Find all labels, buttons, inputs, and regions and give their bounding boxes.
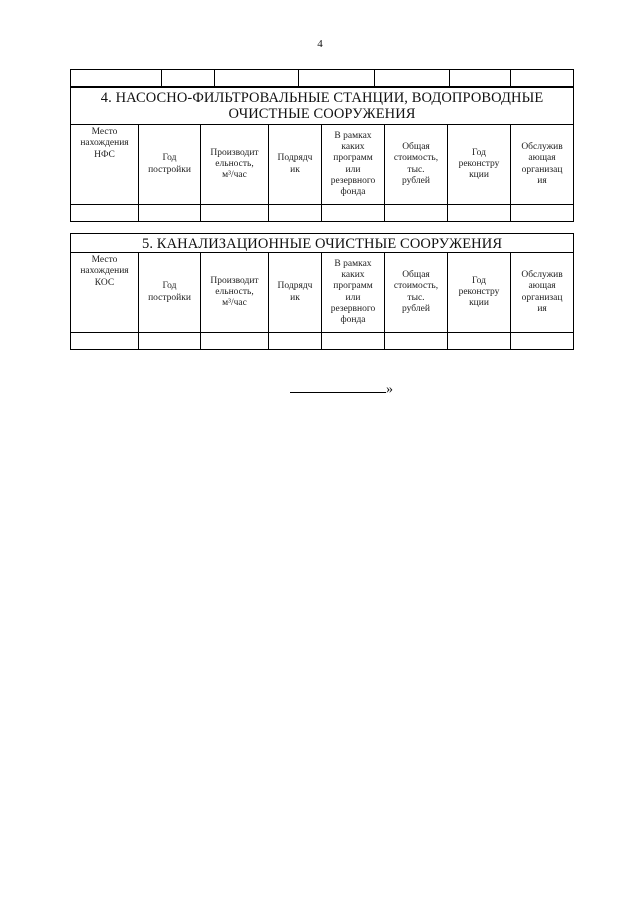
column-header: В рамках каких программ или резервного фонда — [322, 253, 385, 333]
header-row — [71, 125, 574, 205]
table-cell[interactable] — [71, 70, 162, 88]
table-cell[interactable] — [375, 70, 450, 88]
column-header: Обслужив ающая организац ия — [511, 253, 574, 333]
table-row — [71, 205, 574, 222]
table-cell[interactable] — [201, 205, 269, 222]
table-cell[interactable] — [450, 70, 511, 88]
signature-underline — [290, 380, 386, 393]
table-cell[interactable] — [269, 333, 322, 350]
table-cell[interactable] — [162, 70, 215, 88]
table-cell[interactable] — [299, 70, 375, 88]
section-5-table — [70, 233, 574, 350]
table-cell[interactable] — [385, 205, 448, 222]
section-4-title: 4. НАСОСНО-ФИЛЬТРОВАЛЬНЫЕ СТАНЦИИ, ВОДОПРОВОДНЫЕ ОЧИСТНЫЕ СООРУЖЕНИЯ — [71, 87, 574, 125]
table-cell[interactable] — [71, 333, 139, 350]
section-5-title: 5. КАНАЛИЗАЦИОННЫЕ ОЧИСТНЫЕ СООРУЖЕНИЯ — [71, 234, 574, 253]
column-header: Подрядч ик — [269, 253, 322, 333]
column-header: Обслужив ающая организац ия — [511, 125, 574, 205]
table-cell[interactable] — [201, 333, 269, 350]
table-cell[interactable] — [448, 205, 511, 222]
table-cell[interactable] — [139, 205, 201, 222]
section-4-table — [70, 86, 574, 222]
table-cell[interactable] — [385, 333, 448, 350]
column-header: Общая стоимость, тыс. рублей — [385, 253, 448, 333]
table-cell[interactable] — [71, 205, 139, 222]
closing-quote-mark: » — [386, 382, 393, 397]
column-header: Место нахождения КОС — [71, 253, 139, 333]
table-cell[interactable] — [322, 333, 385, 350]
column-header: Подрядч ик — [269, 125, 322, 205]
column-header: Год реконстру кции — [448, 253, 511, 333]
table-cell[interactable] — [511, 333, 574, 350]
column-header: Год постройки — [139, 253, 201, 333]
table-row — [71, 70, 574, 88]
column-header: Год реконстру кции — [448, 125, 511, 205]
table-cell[interactable] — [322, 205, 385, 222]
table-cell[interactable] — [511, 70, 574, 88]
page-number: 4 — [317, 38, 323, 50]
column-header: Место нахождения НФС — [71, 125, 139, 205]
column-header: В рамках каких программ или резервного фонда — [322, 125, 385, 205]
table-cell[interactable] — [511, 205, 574, 222]
column-header: Общая стоимость, тыс. рублей — [385, 125, 448, 205]
column-header: Производит ельность, м³/час — [201, 253, 269, 333]
header-row — [71, 253, 574, 333]
column-header: Производит ельность, м³/час — [201, 125, 269, 205]
table-cell[interactable] — [269, 205, 322, 222]
table-cell[interactable] — [448, 333, 511, 350]
closing-signature-line — [290, 380, 393, 398]
table-cell[interactable] — [139, 333, 201, 350]
table-row — [71, 333, 574, 350]
table-cell[interactable] — [215, 70, 299, 88]
column-header: Год постройки — [139, 125, 201, 205]
